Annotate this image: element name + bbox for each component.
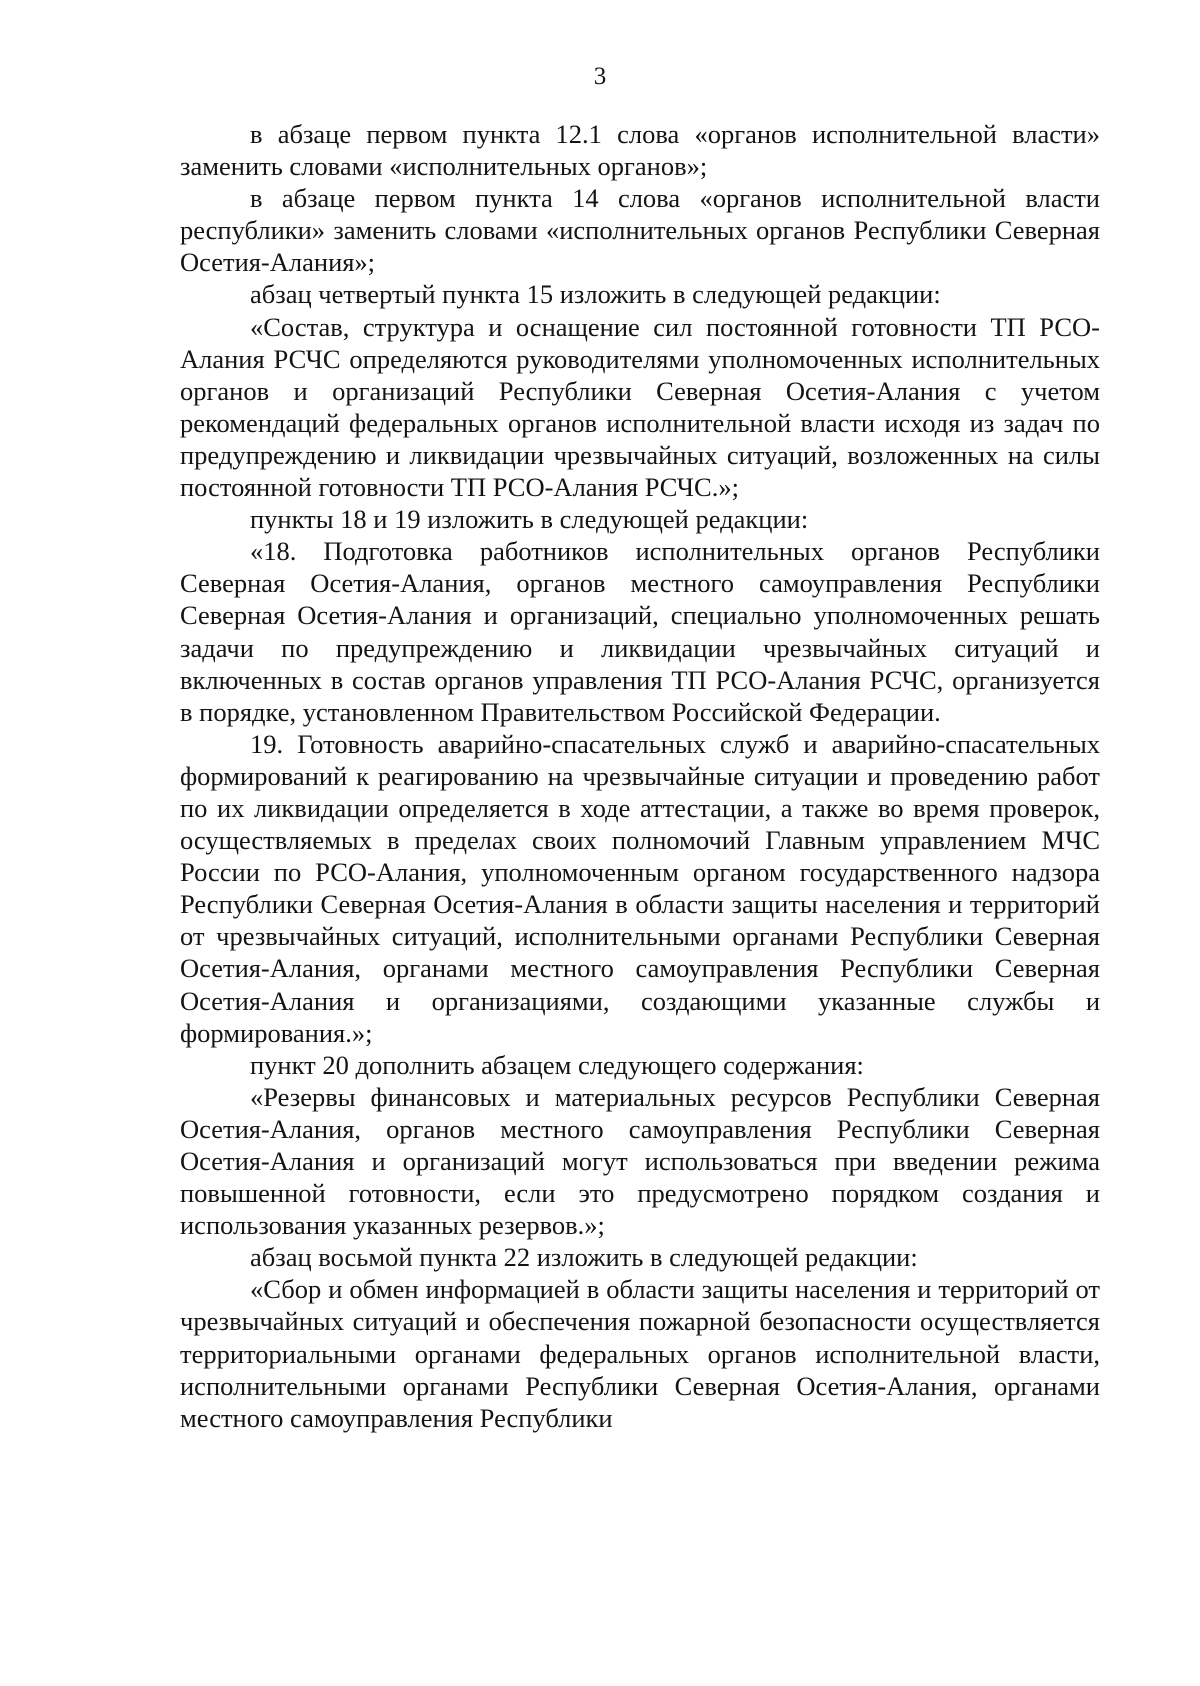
paragraph-amend-15-text: «Состав, структура и оснащение сил постоянной готовности ТП РСО-Алания РСЧС определяются руководителями уполномоченных исполнительных органов и организаций Республики Северная Осетия-Алания с учетом рекомендаций федеральных органов исполнительной власти исходя из задач по предупреждению и ликвидации чрезвычайных ситуаций, возложенных на силы постоянной готовности ТП РСО-Алания РСЧС.»; [180, 311, 1100, 503]
paragraph-amend-22-intro: абзац восьмой пункта 22 изложить в следующей редакции: [250, 1242, 918, 1273]
paragraph-amend-12-1: в абзаце первом пункта 12.1 слова «органов исполнительной власти» заменить словами «исполнительных органов»; [180, 119, 1100, 182]
paragraph-clause-18: «18. Подготовка работников исполнительных органов Республики Северная Осетия-Алания, органов местного самоуправления Республики Северная Осетия-Алания и организаций, специально уполномоченных решать задачи по предупреждению и ликвидации чрезвычайных ситуаций и включенных в состав органов управления ТП РСО-Алания РСЧС, организуется в порядке, установленном Правительством Российской Федерации. [180, 536, 1100, 727]
paragraph-amend-18-19-intro: пункты 18 и 19 изложить в следующей редакции: [250, 504, 809, 535]
paragraph-amend-20-intro: пункт 20 дополнить абзацем следующего содержания: [250, 1049, 864, 1080]
paragraph-amend-14: в абзаце первом пункта 14 слова «органов исполнительной власти республики» заменить словами «исполнительных органов Республики Северная Осетия-Алания»; [180, 183, 1100, 278]
paragraph-amend-22-text: «Сбор и обмен информацией в области защиты населения и территорий от чрезвычайных ситуаций и обеспечения пожарной безопасности осуществляется территориальными органами федеральных органов исполнительной власти, исполнительными органами Республики Северная Осетия-Алания, органами местного самоуправления Республики [180, 1274, 1100, 1433]
document-body [180, 118, 1100, 1434]
paragraph-amend-15-intro: абзац четвертый пункта 15 изложить в следующей редакции: [250, 279, 941, 310]
paragraph-clause-19: 19. Готовность аварийно-спасательных служб и аварийно-спасательных формирований к реагированию на чрезвычайные ситуации и проведению работ по их ликвидации определяется в ходе аттестации, а также во время проверок, осуществляемых в пределах своих полномочий Главным управлением МЧС России по РСО-Алания, уполномоченным органом государственного надзора Республики Северная Осетия-Алания в области защиты населения и территорий от чрезвычайных ситуаций, исполнительными органами Республики Северная Осетия-Алания, органами местного самоуправления Республики Северная Осетия-Алания и организациями, создающими указанные службы и формирования.»; [180, 728, 1100, 1048]
paragraph-amend-20-text: «Резервы финансовых и материальных ресурсов Республики Северная Осетия-Алания, органов местного самоуправления Республики Северная Осетия-Алания и организаций могут использоваться при введении режима повышенной готовности, если это предусмотрено порядком создания и использования указанных резервов.»; [180, 1081, 1100, 1241]
page-number: 3 [593, 63, 607, 90]
